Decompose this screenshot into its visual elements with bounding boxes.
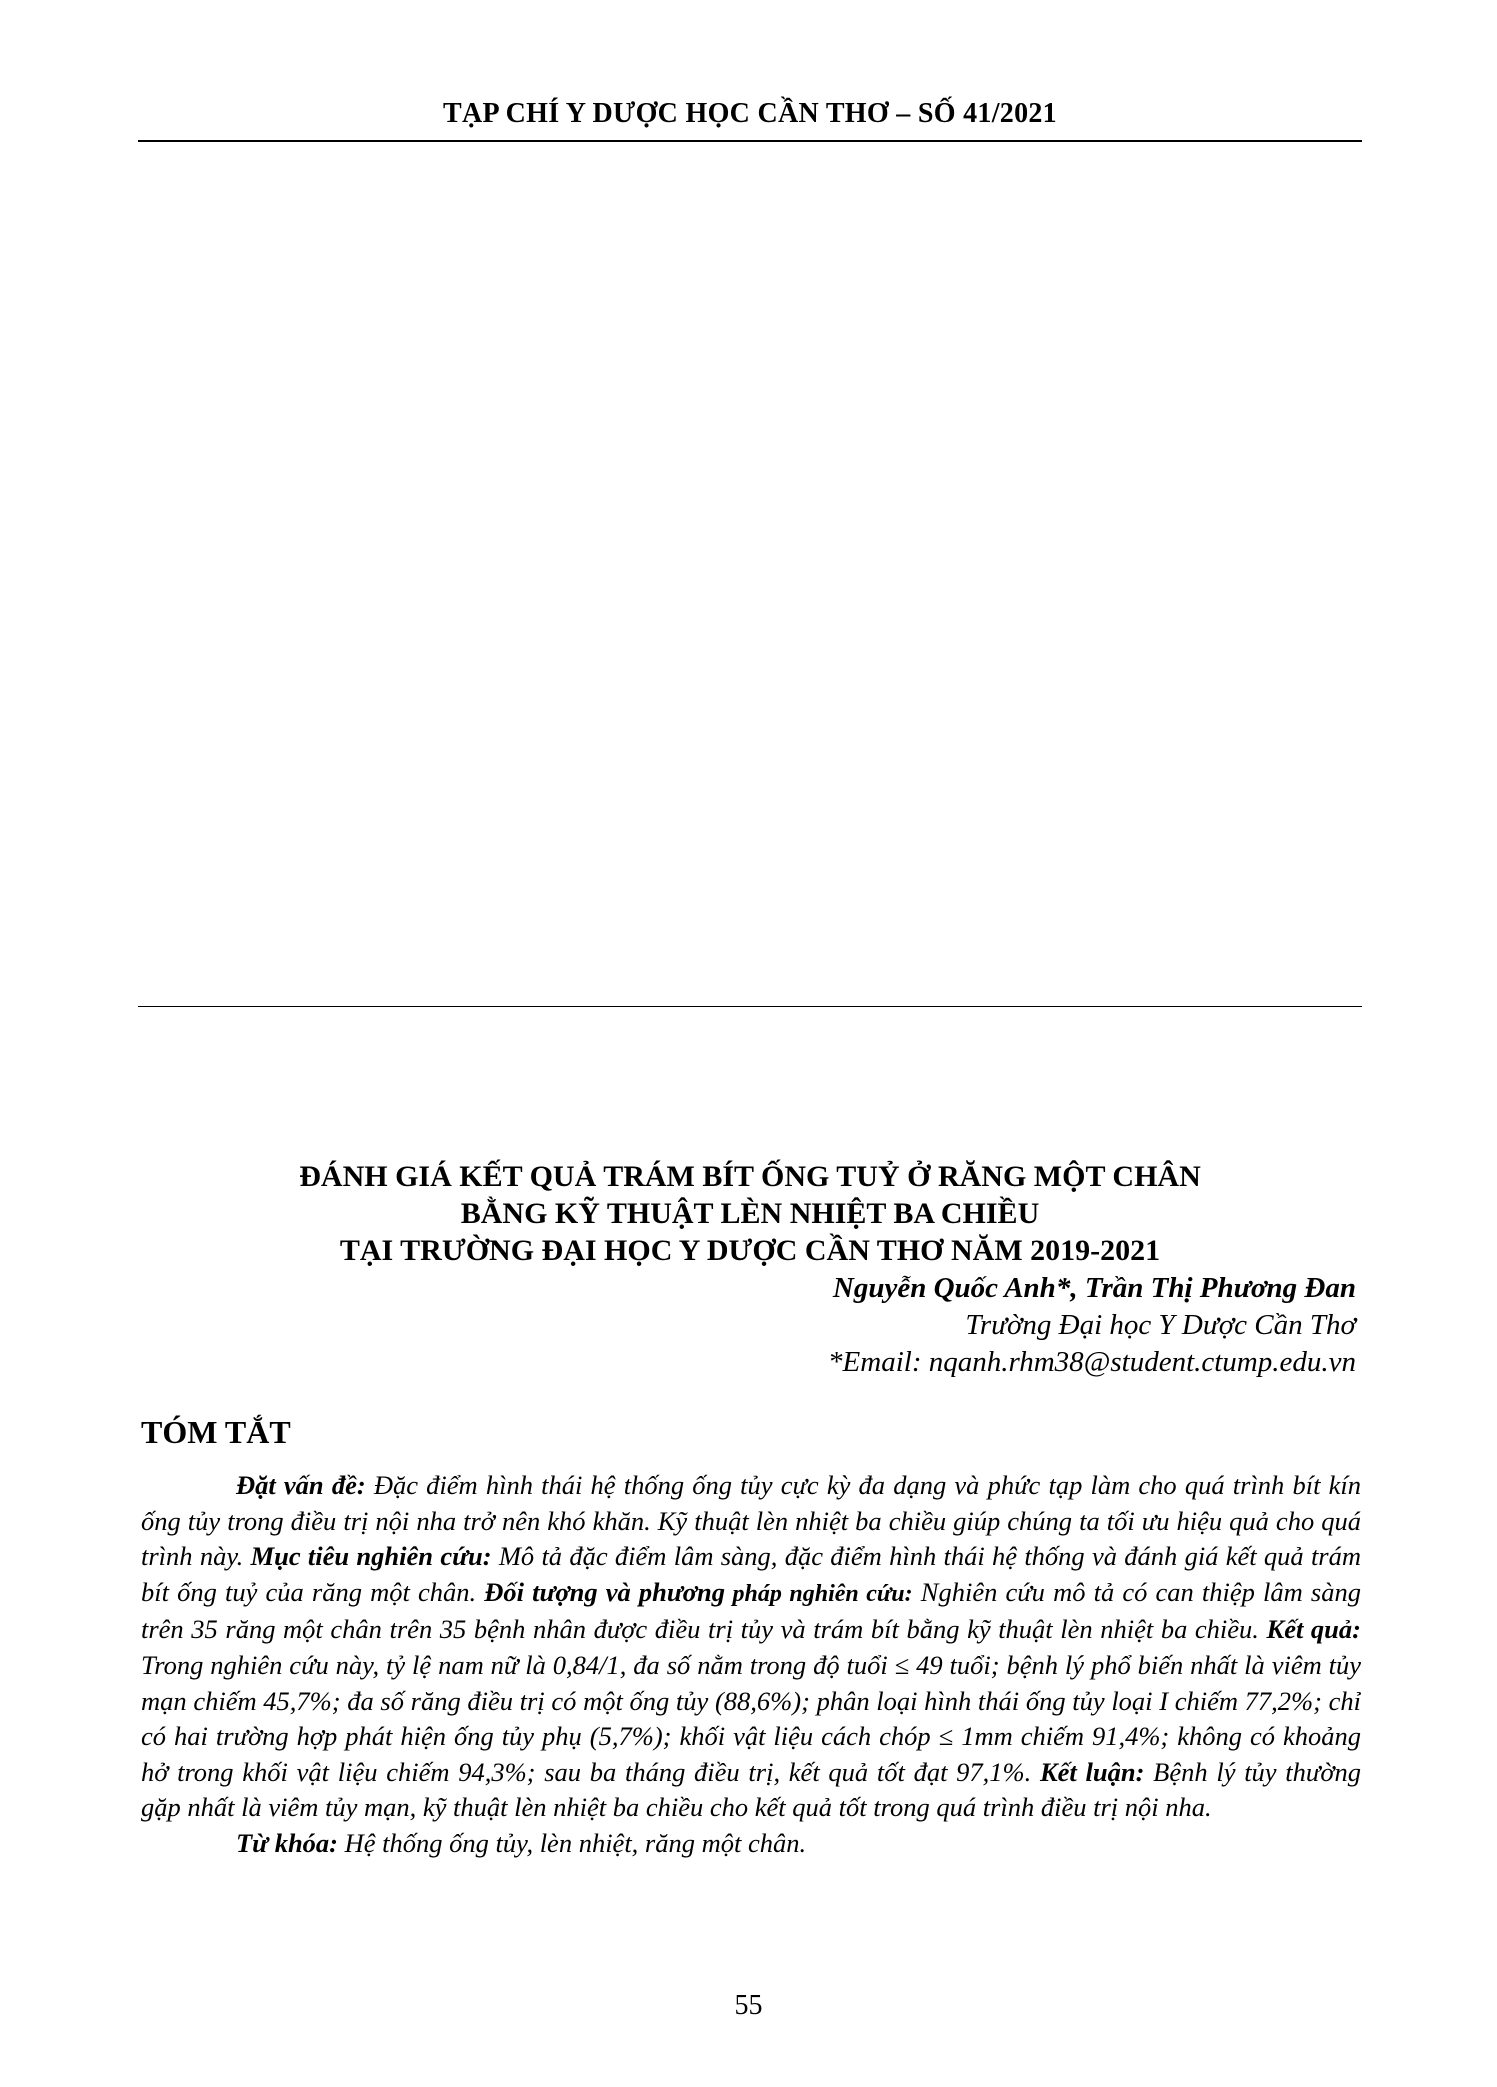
title-line-2: BẰNG KỸ THUẬT LÈN NHIỆT BA CHIỀU <box>460 1197 1040 1230</box>
objective-text: Mô tả đặc điểm lâm sàng, đặc điểm hình thái hệ thống và đánh giá kết quả trám bít ống tuỷ của răng một chân. <box>141 1541 1362 1607</box>
methods-label-1: Đối tượng và phương <box>484 1576 725 1607</box>
abstract-heading: TÓM TẮT <box>141 1414 291 1450</box>
conclusion-label: Kết luận: <box>1039 1756 1145 1787</box>
background-text: Đặc điểm hình thái hệ thống ống tủy cực kỳ đa dạng và phức tạp làm cho quá trình bít kín ống tủy trong điều trị nội nha trở nên khó khăn. Kỹ thuật lèn nhiệt ba chiều giúp chúng ta tối ưu hiệu quả cho quá trình này. <box>141 1470 1361 1572</box>
email[interactable]: *Email: nqanh.rhm38@student.ctump.edu.vn <box>828 1346 1356 1378</box>
title-line-3: TẠI TRƯỜNG ĐẠI HỌC Y DƯỢC CẦN THƠ NĂM 2019-2021 <box>339 1234 1161 1267</box>
affiliation: Trường Đại học Y Dược Cần Thơ <box>965 1309 1356 1341</box>
abstract-paragraph <box>141 1468 1361 1826</box>
journal-header: TẠP CHÍ Y DƯỢC HỌC CẦN THƠ – SỐ 41/2021 <box>442 98 1057 129</box>
results-label: Kết quả: <box>1266 1614 1361 1645</box>
methods-label-2: pháp nghiên cứu: <box>725 1580 913 1607</box>
methods-text: Nghiên cứu mô tả có can thiệp lâm sàng trên 35 răng một chân trên 35 bệnh nhân được điều trị tủy và trám bít bằng kỹ thuật lèn nhiệt ba chiều. <box>141 1576 1361 1645</box>
background-label: Đặt vấn đề: <box>236 1470 366 1500</box>
article-title <box>140 1158 1360 1269</box>
page-number: 55 <box>734 1990 763 2021</box>
author-block <box>828 1270 1356 1381</box>
keywords-label: Từ khóa: <box>236 1827 339 1858</box>
author-names: Nguyễn Quốc Anh*, Trần Thị Phương Đan <box>832 1272 1356 1304</box>
title-line-1: ĐÁNH GIÁ KẾT QUẢ TRÁM BÍT ỐNG TUỶ Ở RĂNG MỘT CHÂN <box>299 1160 1201 1193</box>
objective-label: Mục tiêu nghiên cứu: <box>250 1541 492 1572</box>
section-divider <box>138 1006 1362 1007</box>
keywords-paragraph <box>141 1826 1361 1862</box>
abstract-body <box>141 1468 1361 1862</box>
results-text: Trong nghiên cứu này, tỷ lệ nam nữ là 0,84/1, đa số nằm trong độ tuổi ≤ 49 tuổi; bệnh lý phổ biến nhất là viêm tủy mạn chiếm 45,7%; đa số răng điều trị có một ống tủy (88,6%); phân loại hình thái ống tủy loại I chiếm 77,2%; chỉ có hai trường hợp phát hiện ống tủy phụ (5,7%); khối vật liệu cách chóp ≤ 1mm chiếm 91,4%; không có khoảng hở trong khối vật liệu chiếm 94,3%; sau ba tháng điều trị, kết quả tốt đạt 97,1%. <box>141 1649 1361 1787</box>
header-rule <box>138 140 1362 142</box>
keywords-text: Hệ thống ống tủy, lèn nhiệt, răng một chân. <box>338 1827 807 1858</box>
conclusion-text: Bệnh lý tủy thường gặp nhất là viêm tủy mạn, kỹ thuật lèn nhiệt ba chiều cho kết quả tốt trong quá trình điều trị nội nha. <box>141 1756 1361 1823</box>
